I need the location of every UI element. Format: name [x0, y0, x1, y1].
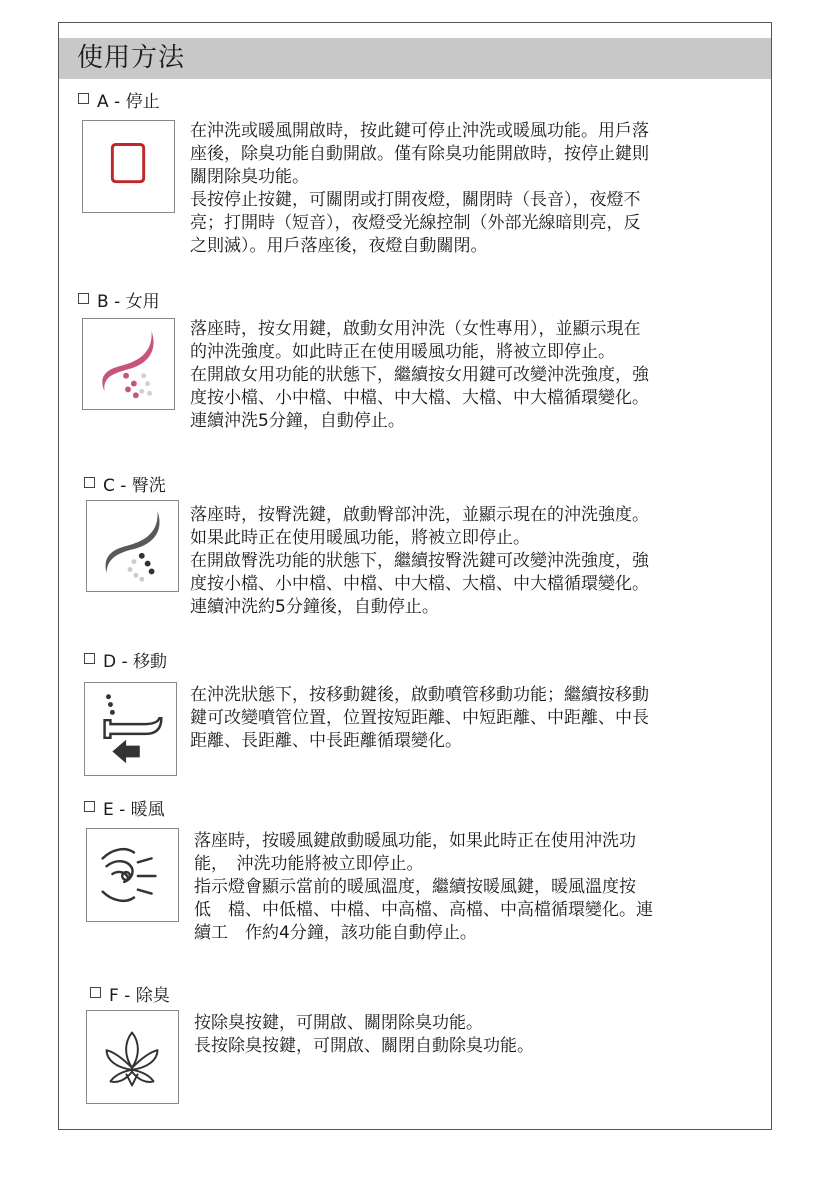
section-a-description: 在沖洗或暖風開啟時，按此鍵可停止沖洗或暖風功能。用戶落 座後，除臭功能自動開啟。僅有除臭功能開啟時，按停止鍵則 關閉除臭功能。 長按停止按鍵，可關閉或打開夜燈，關閉時（長音），夜燈不 亮；打開時（短音），夜燈受光線控制（外部光線暗則亮，反 之則滅）。用戶落座後，夜燈自動關閉。 [190, 121, 649, 256]
nozzle-move-icon [84, 682, 177, 776]
section-d-description: 在沖洗狀態下，按移動鍵後，啟動噴管移動功能；繼續按移動 鍵可改變噴管位置，位置按短距離、中短距離、中距離、中長 距離、長距離、中長距離循環變化。 [190, 685, 649, 751]
deodorize-lotus-icon [86, 1010, 179, 1104]
page-title: 使用方法 [77, 43, 186, 73]
section-f-title: F - 除臭 [90, 986, 170, 1006]
checkbox-icon [84, 801, 95, 812]
section-c-title: C - 臀洗 [84, 476, 166, 496]
checkbox-icon [84, 477, 95, 488]
section-b-description: 落座時，按女用鍵，啟動女用沖洗（女性專用），並顯示現在 的沖洗強度。如此時正在使用暖風功能，將被立即停止。 在開啟女用功能的狀態下，繼續按女用鍵可改變沖洗強度，強 度按小檔、小中檔、中檔、中大檔、大檔、中大檔循環變化。 連續沖洗5分鐘，自動停止。 [190, 319, 649, 431]
checkbox-icon [84, 653, 95, 664]
checkbox-icon [78, 93, 89, 104]
section-b-title: B - 女用 [78, 292, 160, 312]
bidet-spray-icon [82, 318, 175, 410]
warm-air-fan-icon [86, 828, 179, 922]
checkbox-icon [78, 293, 89, 304]
section-d-title: D - 移動 [84, 652, 167, 672]
stop-square-icon [82, 120, 175, 213]
section-e-title: E - 暖風 [84, 800, 165, 820]
section-e-description: 落座時，按暖風鍵啟動暖風功能，如果此時正在使用沖洗功 能， 沖洗功能將被立即停止。 指示燈會顯示當前的暖風溫度，繼續按暖風鍵，暖風溫度按 低 檔、中低檔、中檔、中高檔、高檔、中高檔循環變化。連 續工 作約4分鐘，該功能自動停止。 [194, 831, 653, 943]
section-c-description: 落座時，按臀洗鍵，啟動臀部沖洗，並顯示現在的沖洗強度。 如果此時正在使用暖風功能，將被立即停止。 在開啟臀洗功能的狀態下，繼續按臀洗鍵可改變沖洗強度，強 度按小檔、小中檔、中檔、中大檔、大檔、中大檔循環變化。 連續沖洗約5分鐘後，自動停止。 [190, 505, 649, 617]
page-header [59, 38, 771, 79]
section-f-description: 按除臭按鍵，可開啟、關閉除臭功能。 長按除臭按鍵，可開啟、關閉自動除臭功能。 [194, 1013, 534, 1056]
checkbox-icon [90, 987, 101, 998]
section-a-title: A - 停止 [78, 92, 160, 112]
rear-wash-spray-icon [86, 500, 179, 592]
